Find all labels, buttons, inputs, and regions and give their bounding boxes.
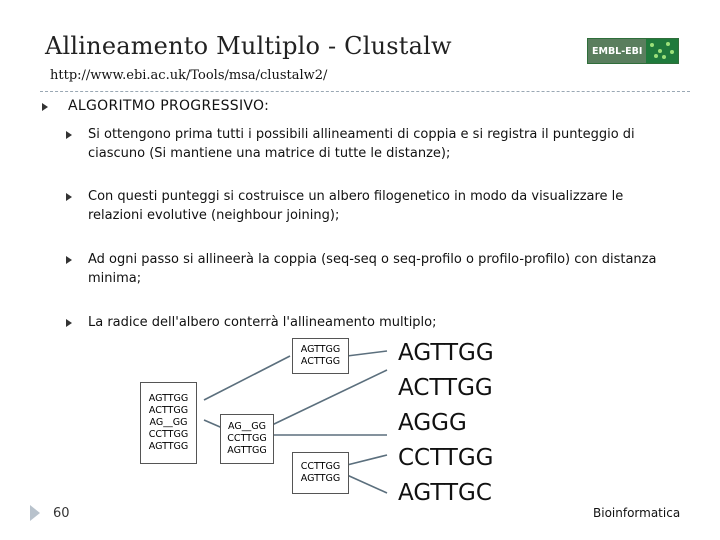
sequence: ACTTGG (300, 356, 341, 367)
sequence: CCTTGG (227, 433, 267, 444)
sequence: AG__GG (228, 421, 266, 432)
sequence: AGTTGG (300, 344, 341, 355)
input-sequence: AGGG (398, 410, 467, 436)
tree-edge (204, 356, 290, 400)
sequence: AGTTGG (227, 445, 267, 456)
root-alignment-box (140, 382, 197, 464)
input-sequence: AGTTGG (398, 340, 494, 366)
top-pair-box (292, 338, 349, 374)
sequence: CCTTGG (300, 461, 341, 472)
bullet-item: Con questi punteggi si costruisce un albero filogenetico in modo da visualizzare le relazioni evolutive (neighbour joining); (88, 189, 624, 223)
bullet-item: Si ottengono prima tutti i possibili allineamenti di coppia e si registra il punteggio di ciascuno (Si mantiene una matrice di tutte le distanze); (88, 127, 635, 161)
sequence: AG__GG (149, 417, 188, 428)
input-sequence: AGTTGC (398, 480, 492, 506)
tree-edge (347, 475, 387, 493)
tree-edge (347, 455, 387, 465)
input-sequence: ACTTGG (398, 375, 493, 401)
clustalw-url[interactable]: http://www.ebi.ac.uk/Tools/msa/clustalw2/ (50, 68, 328, 83)
bullet-item: La radice dell'albero conterrà l'allineamento multiplo; (88, 315, 437, 330)
page-number: 60 (53, 506, 70, 521)
bottom-pair-box (292, 452, 349, 494)
slide-title: Allineamento Multiplo - Clustalw (45, 32, 452, 60)
tree-edge (347, 351, 387, 356)
sequence: AGTTGG (300, 473, 341, 484)
page-marker-icon (30, 505, 40, 521)
input-sequence: CCTTGG (398, 445, 494, 471)
footer-label: Bioinformatica (593, 506, 681, 520)
middle-group-box (220, 414, 274, 464)
sequence: ACTTGG (148, 405, 189, 416)
bullet-item: Ad ogni passo si allineerà la coppia (seq-seq o seq-profilo o profilo-profilo) con distanza minima; (88, 252, 657, 286)
section-heading: ALGORITMO PROGRESSIVO: (68, 98, 270, 114)
sequence: CCTTGG (148, 429, 189, 440)
sequence: AGTTGG (148, 441, 189, 452)
tree-edge (272, 370, 387, 425)
sequence: AGTTGG (148, 393, 189, 404)
logo-text: EMBL-EBI (588, 39, 646, 63)
